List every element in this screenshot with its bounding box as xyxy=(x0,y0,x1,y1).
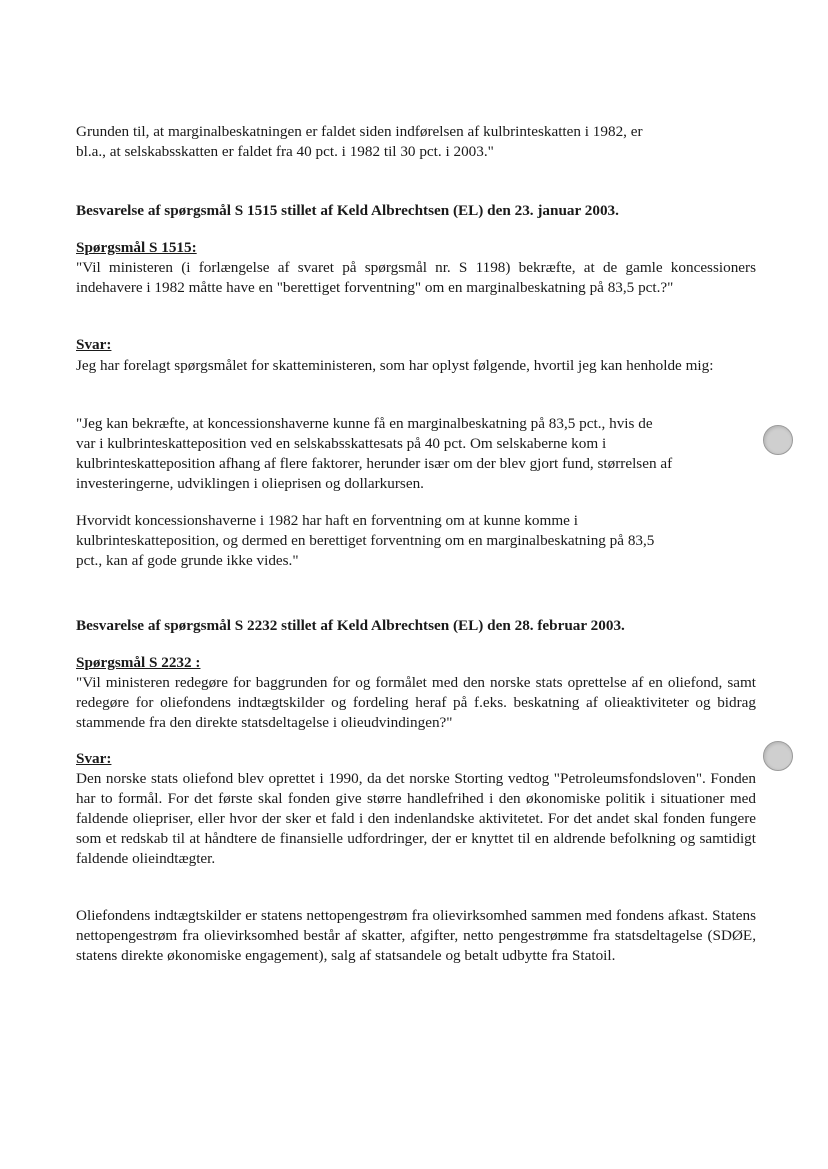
question-paragraph: "Vil ministeren redegøre for baggrunden for og formålet med den norske stats oprettelse af en oliefond, samt redegøre for oliefondens indtægtskilder og fordeling heraf på f.eks. beskatning af olieaktiviteter og bidrag stammende fra den direkte statsdeltagelse i olieudvindingen?" xyxy=(76,674,756,731)
section-heading xyxy=(76,201,756,221)
quote-paragraph xyxy=(76,414,756,494)
section-heading-text: Besvarelse af spørgsmål S 2232 stillet af Keld Albrechtsen (EL) den 28. februar 2003. xyxy=(76,617,625,634)
punch-hole-mark xyxy=(763,425,793,455)
question-text xyxy=(76,673,756,733)
question-label-text: Spørgsmål S 2232 : xyxy=(76,654,201,671)
section-heading xyxy=(76,616,756,636)
answer-paragraph: Oliefondens indtægtskilder er statens nettopengestrøm fra olievirksomhed sammen med fondens afkast. Statens nettopengestrøm fra olievirksomhed består af skatter, afgifter, netto pengestrømme fra statsdeltagelse (SDØE, statens direkte økonomiske engagement), salg af statsandele og betalt udbytte fra Statoil. xyxy=(76,907,756,964)
answer-text xyxy=(76,769,756,869)
intro-line: Grunden til, at marginalbeskatningen er faldet siden indførelsen af kulbrinteskatten i 1982, er xyxy=(76,123,643,140)
punch-hole-mark xyxy=(763,741,793,771)
answer-text xyxy=(76,356,756,376)
question-label xyxy=(76,238,756,257)
answer-text xyxy=(76,906,756,966)
answer-paragraph: Jeg har forelagt spørgsmålet for skatteministeren, som har oplyst følgende, hvortil jeg kan henholde mig: xyxy=(76,357,714,374)
answer-label-text: Svar: xyxy=(76,336,112,353)
answer-paragraph: Den norske stats oliefond blev oprettet i 1990, da det norske Storting vedtog "Petroleumsfondsloven". Fonden har to formål. For det første skal fonden give større handlefrihed i den økonomiske politik i situationer med faldende oliepriser, eller hvor der sker et fald i den indenlandske aktivitetet. For det andet skal fonden fungere som et redskab til at håndtere de finansielle udfordringer, der er knyttet til en aldrende befolkning og samtidigt faldende olieindtægter. xyxy=(76,770,756,867)
question-label xyxy=(76,653,756,672)
question-paragraph: "Vil ministeren (i forlængelse af svaret på spørgsmål nr. S 1198) bekræfte, at de gamle koncessioners indehavere i 1982 måtte have en "berettiget forventning" om en marginalbeskatning på 83,5 pct.?" xyxy=(76,259,756,296)
answer-label xyxy=(76,335,756,354)
intro-paragraph xyxy=(76,122,756,162)
answer-label-text: Svar: xyxy=(76,750,112,767)
answer-label xyxy=(76,749,756,768)
quote-line: pct., kan af gode grunde ikke vides." xyxy=(76,552,299,569)
quote-line: Hvorvidt koncessionshaverne i 1982 har haft en forventning om at kunne komme i xyxy=(76,512,578,529)
quote-line: var i kulbrinteskatteposition ved en selskabsskattesats på 40 pct. Om selskaberne kom i xyxy=(76,435,607,452)
quote-line: "Jeg kan bekræfte, at koncessionshaverne kunne få en marginalbeskatning på 83,5 pct., hvis de xyxy=(76,415,653,432)
question-text xyxy=(76,258,756,298)
section-heading-text: Besvarelse af spørgsmål S 1515 stillet af Keld Albrechtsen (EL) den 23. januar 2003. xyxy=(76,202,619,219)
question-label-text: Spørgsmål S 1515: xyxy=(76,239,197,256)
quote-paragraph xyxy=(76,511,756,571)
intro-line: bl.a., at selskabsskatten er faldet fra 40 pct. i 1982 til 30 pct. i 2003." xyxy=(76,143,494,160)
quote-line: investeringerne, udviklingen i olieprisen og dollarkursen. xyxy=(76,475,424,492)
quote-line: kulbrinteskatteposition, og dermed en berettiget forventning om en marginalbeskatning på 83,5 xyxy=(76,532,655,549)
quote-line: kulbrinteskatteposition afhang af flere faktorer, herunder især om der blev gjort fund, størrelsen af xyxy=(76,455,673,472)
